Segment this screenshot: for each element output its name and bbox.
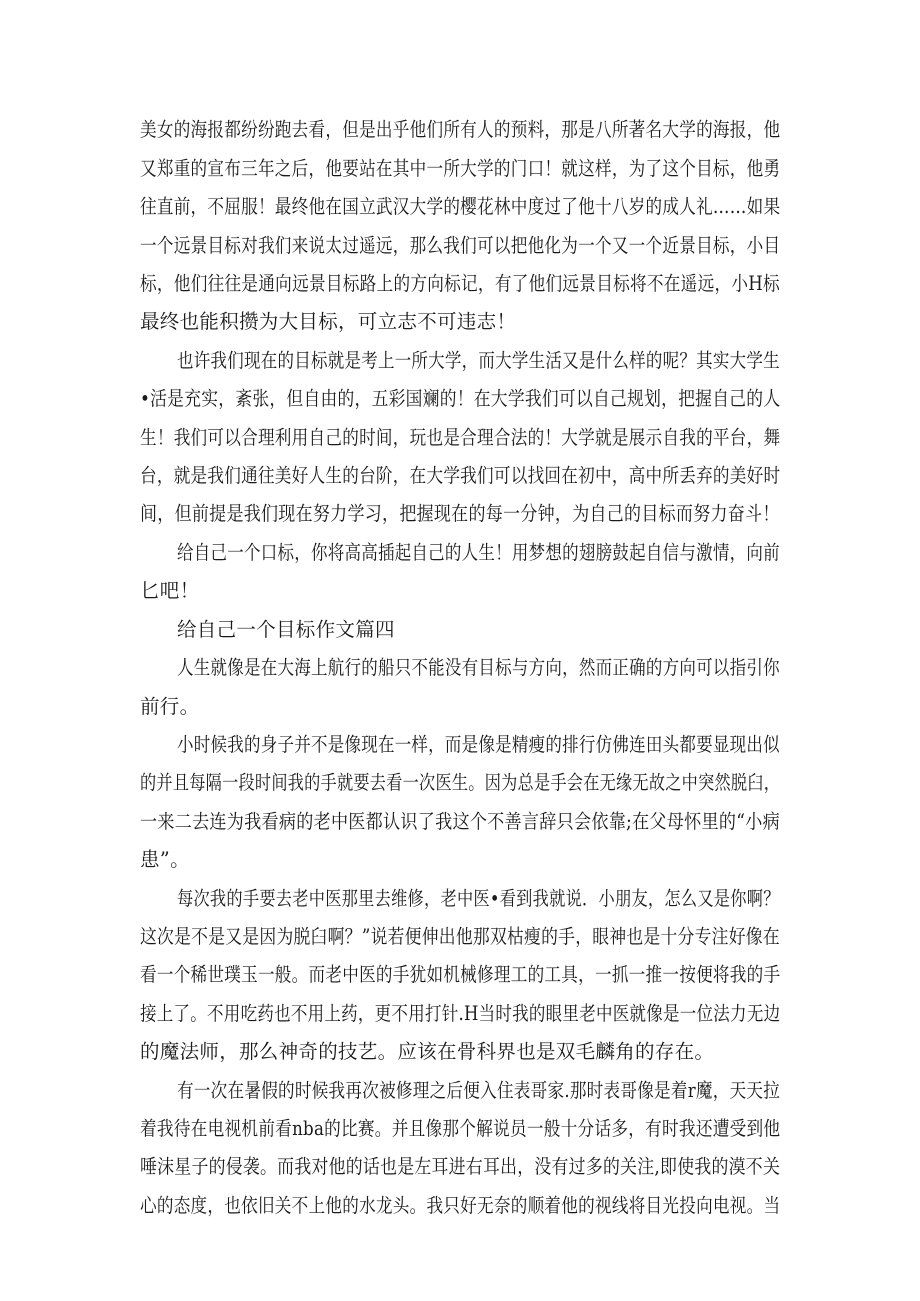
section-heading: 给自己一个目标作文篇四 (177, 618, 395, 641)
text-line: 小时候我的身子并不是像现在一样，而是像是精瘦的排行仿佛连田头都要显现出似 (177, 733, 780, 756)
text-line: 间，但前提是我们现在努力学习，把握现在的每一分钟，为自己的目标而努力奋斗！ (140, 502, 780, 525)
text-line: 的并且每隔一段时间我的手就要去看一次医生。因为总是手会在无缘无故之中突然脱臼， (140, 771, 781, 794)
text-line: 一来二去连为我看病的老中医都认识了我这个不善言辞只会依靠;在父母怀里的“小病 (140, 810, 780, 833)
text-line: 也许我们现在的目标就是考上一所大学，而大学生活又是什么样的呢？其实大学生 (177, 349, 780, 372)
text-line: 又郑重的宣布三年之后，他要站在其中一所大学的门口！就这样，为了这个目标，他勇 (140, 157, 781, 180)
text-line: 匕吧！ (140, 579, 200, 602)
text-line: 台，就是我们通往美好人生的台阶，在大学我们可以找回在初中，高中所丢弃的美好时 (140, 464, 781, 487)
text-line: 最终也能积攒为大目标，可立志不可违志！ (140, 310, 517, 333)
text-line: 每次我的手要去老中医那里去维修，老中医•看到我就说．小朋友，怎么又是你啊？ (177, 887, 780, 910)
text-line: 前行。 (140, 695, 200, 718)
text-line: 的魔法师，那么神奇的技艺。应该在骨科界也是双毛麟角的存在。 (140, 1040, 715, 1063)
text-line: 美女的海报都纷纷跑去看，但是出乎他们所有人的预料，那是八所著名大学的海报，他 (140, 118, 781, 141)
text-line: 着我待在电视机前看nba的比赛。并且像那个解说员一般十分话多，有时我还遭受到他 (140, 1117, 781, 1140)
text-line: 心的态度，也依旧关不上他的水龙头。我只好无奈的顺着他的视线将目光投向电视。当 (140, 1194, 781, 1217)
text-line: 标，他们往往是通向远景目标路上的方向标记，有了他们远景目标将不在遥远，小H标 (140, 272, 780, 295)
text-line: 给自己一个口标，你将高高插起自己的人生！用梦想的翅膀鼓起自信与激情，向前 (177, 541, 780, 564)
text-line: 人生就像是在大海上航行的船只不能没有目标与方向，然而正确的方向可以指引你 (177, 656, 780, 679)
text-line: 接上了。不用吃药也不用上药，更不用打针.H当时我的眼里老中医就像是一位法力无边 (140, 1002, 781, 1025)
text-line: 一个远景目标对我们来说太过遥远，那么我们可以把他化为一个又一个近景目标，小目 (140, 234, 781, 257)
text-line: 患”。 (140, 848, 190, 871)
text-line: •活是充实，紊张，但自由的，五彩国斓的！在大学我们可以自己规划，把握自己的人 (140, 387, 781, 410)
text-line: 唾沫星子的侵袭。而我对他的话也是左耳进右耳出，没有过多的关注,即使我的漠不关 (140, 1155, 781, 1178)
text-line: 往直前，不屈服！最终他在国立武汉大学的樱花林中度过了他十八岁的成人礼……如果 (140, 195, 781, 218)
text-line: 看一个稀世璞玉一般。而老中医的手犹如机械修理工的工具，一抓一推一按便将我的手 (140, 963, 781, 986)
text-line: 这次是不是又是因为脱臼啊？”说若便伸出他那双枯瘦的手，眼神也是十分专注好像在 (140, 925, 780, 948)
text-line: 有一次在暑假的时候我再次被修理之后便入住表哥家.那时表哥像是着r魔，天天拉 (177, 1079, 781, 1102)
text-line: 生！我们可以合理利用自己的时间，玩也是合理合法的！大学就是展示自我的平台，舞 (140, 426, 781, 449)
